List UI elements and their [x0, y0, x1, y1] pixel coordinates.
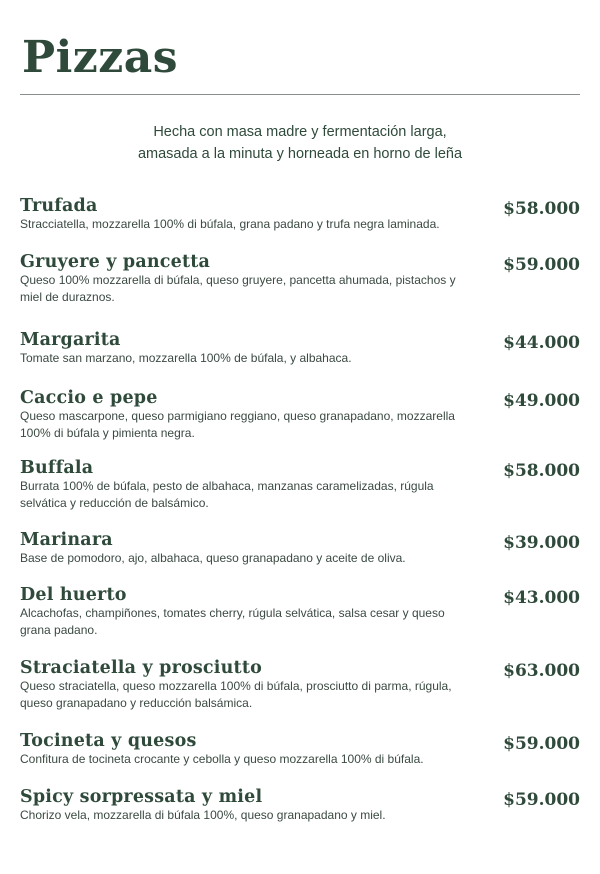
item-description: Confitura de tocineta crocante y cebolla y queso mozzarella 100% di búfala.: [20, 752, 424, 766]
menu-item-del-huerto: [20, 585, 580, 639]
item-price: $63.000: [503, 661, 580, 681]
item-description: Queso mascarpone, queso parmigiano reggiano, queso granapadano, mozzarella 100% di búfala y pimienta negra.: [20, 409, 455, 440]
menu-item-margarita: [20, 330, 580, 367]
item-name: Spicy sorpressata y miel: [20, 787, 263, 807]
page-title: Pizzas: [22, 32, 179, 83]
item-description: Base de pomodoro, ajo, albahaca, queso granapadano y aceite de oliva.: [20, 551, 406, 565]
intro-text: [0, 121, 600, 165]
menu-item-marinara: [20, 530, 580, 567]
item-name: Trufada: [20, 196, 98, 216]
menu-item-trufada: [20, 196, 580, 233]
menu-item-straciatella-prosciutto: [20, 658, 580, 712]
item-description: Tomate san marzano, mozzarella 100% de búfala, y albahaca.: [20, 351, 352, 365]
item-name: Straciatella y prosciutto: [20, 658, 262, 678]
item-name: Buffala: [20, 458, 94, 478]
title-divider: [20, 94, 580, 95]
item-description: Queso 100% mozzarella di búfala, queso gruyere, pancetta ahumada, pistachos y miel de duraznos.: [20, 273, 456, 304]
item-price: $58.000: [503, 199, 580, 219]
item-name: Margarita: [20, 330, 121, 350]
item-description: Queso straciatella, queso mozzarella 100% di búfala, prosciutto di parma, rúgula, queso granapadano y reducción balsámica.: [20, 679, 452, 710]
item-name: Gruyere y pancetta: [20, 252, 211, 272]
item-description: Burrata 100% de búfala, pesto de albahaca, manzanas caramelizadas, rúgula selvática y reducción de balsámico.: [20, 479, 434, 510]
item-price: $43.000: [503, 588, 580, 608]
item-price: $59.000: [503, 790, 580, 810]
item-name: Tocineta y quesos: [20, 731, 197, 751]
menu-item-caccio-e-pepe: [20, 388, 580, 442]
item-name: Del huerto: [20, 585, 127, 605]
item-price: $44.000: [503, 333, 580, 353]
item-price: $39.000: [503, 533, 580, 553]
item-name: Caccio e pepe: [20, 388, 158, 408]
item-description: Chorizo vela, mozzarella di búfala 100%, queso granapadano y miel.: [20, 808, 386, 822]
item-price: $59.000: [503, 734, 580, 754]
item-price: $59.000: [503, 255, 580, 275]
item-name: Marinara: [20, 530, 113, 550]
item-description: Alcachofas, champiñones, tomates cherry, rúgula selvática, salsa cesar y queso grana padano.: [20, 606, 445, 637]
item-description: Stracciatella, mozzarella 100% di búfala, grana padano y trufa negra laminada.: [20, 217, 440, 231]
intro-line-2: amasada a la minuta y horneada en horno de leña: [137, 146, 463, 162]
intro-line-1: Hecha con masa madre y fermentación larga,: [153, 124, 447, 140]
menu-item-tocineta-quesos: [20, 731, 580, 768]
menu-item-spicy-sorpressata: [20, 787, 580, 824]
menu-item-buffala: [20, 458, 580, 512]
menu-item-gruyere-pancetta: [20, 252, 580, 306]
item-price: $49.000: [503, 391, 580, 411]
item-price: $58.000: [503, 461, 580, 481]
